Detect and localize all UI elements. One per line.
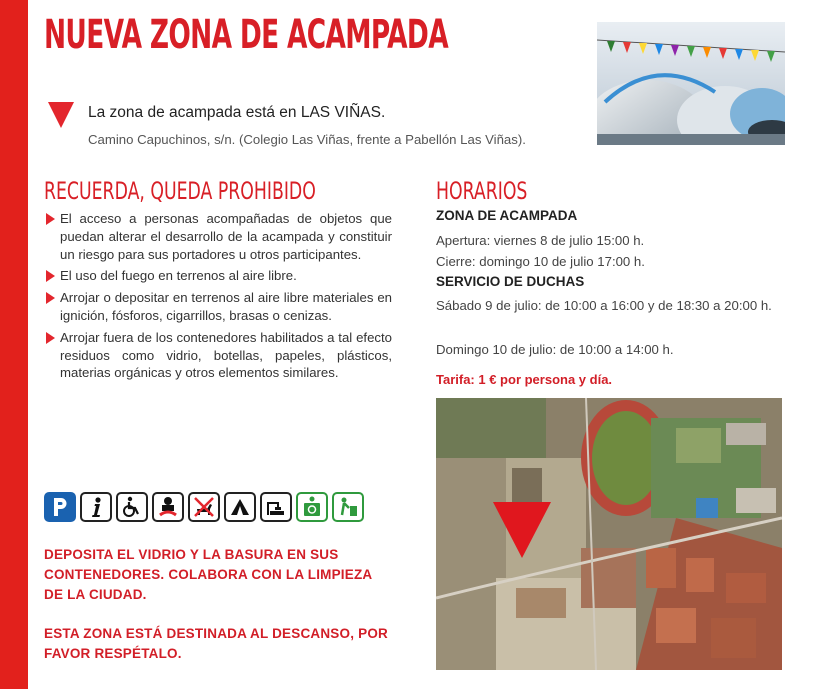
- recuerda-heading: RECUERDA, QUEDA PROHIBIDO: [44, 177, 316, 205]
- aerial-map: [436, 398, 782, 670]
- bullet-icon: [46, 332, 55, 344]
- zona-acampada-title: ZONA DE ACAMPADA: [436, 208, 578, 223]
- first-aid-icon: [152, 492, 184, 522]
- location-lead: La zona de acampada está en LAS VIÑAS.: [88, 104, 386, 121]
- left-accent-bar: [0, 0, 28, 689]
- list-item-text: El acceso a personas acompañadas de objetos que puedan alterar el desarrollo de la acampada y constituir un riesgo para sus portadores u otros participantes.: [60, 211, 392, 262]
- tarifa-text: Tarifa: 1 € por persona y día.: [436, 372, 613, 387]
- list-item-text: El uso del fuego en terrenos al aire libre.: [60, 268, 297, 284]
- parking-icon: [44, 492, 76, 522]
- location-address: Camino Capuchinos, s/n. (Colegio Las Viñas, frente a Pabellón Las Viñas).: [88, 132, 526, 147]
- camping-tent-icon: [224, 492, 256, 522]
- page-title: NUEVA ZONA DE ACAMPADA: [44, 12, 448, 58]
- deposita-notice: DEPOSITA EL VIDRIO Y LA BASURA EN SUS CONTENEDORES. COLABORA CON LA LIMPIEZA DE LA CIUDAD.: [44, 547, 372, 602]
- no-dogs-icon: [188, 492, 220, 522]
- list-item: [46, 210, 392, 263]
- wheelchair-icon: [116, 492, 148, 522]
- shower-icon: [260, 492, 292, 522]
- sabado-text: Sábado 9 de julio: de 10:00 a 16:00 y de 18:30 a 20:00 h.: [436, 298, 772, 313]
- cierre-text: Cierre: domingo 10 de julio 17:00 h.: [436, 254, 645, 269]
- servicio-duchas-title: SERVICIO DE DUCHAS: [436, 274, 585, 289]
- recycling-bin-icon: [296, 492, 328, 522]
- pictogram-row: [44, 492, 364, 522]
- list-item: [46, 267, 392, 285]
- prohibitions-list: [46, 210, 392, 386]
- descanso-notice: ESTA ZONA ESTÁ DESTINADA AL DESCANSO, POR FAVOR RESPÉTALO.: [44, 626, 388, 661]
- list-item: [46, 289, 392, 325]
- bullet-icon: [46, 292, 55, 304]
- horarios-heading: HORARIOS: [436, 177, 528, 205]
- list-item-text: Arrojar o depositar en terrenos al aire libre materiales en ignición, fósforos, cigarrillos, brasas o cenizas.: [60, 290, 392, 323]
- apertura-text: Apertura: viernes 8 de julio 15:00 h.: [436, 233, 645, 248]
- information-icon: [80, 492, 112, 522]
- bullet-icon: [46, 213, 55, 225]
- bullet-icon: [46, 270, 55, 282]
- litter-bin-icon: [332, 492, 364, 522]
- list-item: [46, 329, 392, 382]
- location-marker-icon: [48, 102, 74, 128]
- list-item-text: Arrojar fuera de los contenedores habilitados a tal efecto residuos como vidrio, botellas, papeles, plásticos, materias orgánicas y otros elementos similares.: [60, 329, 392, 381]
- camping-photo: [597, 22, 785, 145]
- domingo-text: Domingo 10 de julio: de 10:00 a 14:00 h.: [436, 342, 674, 357]
